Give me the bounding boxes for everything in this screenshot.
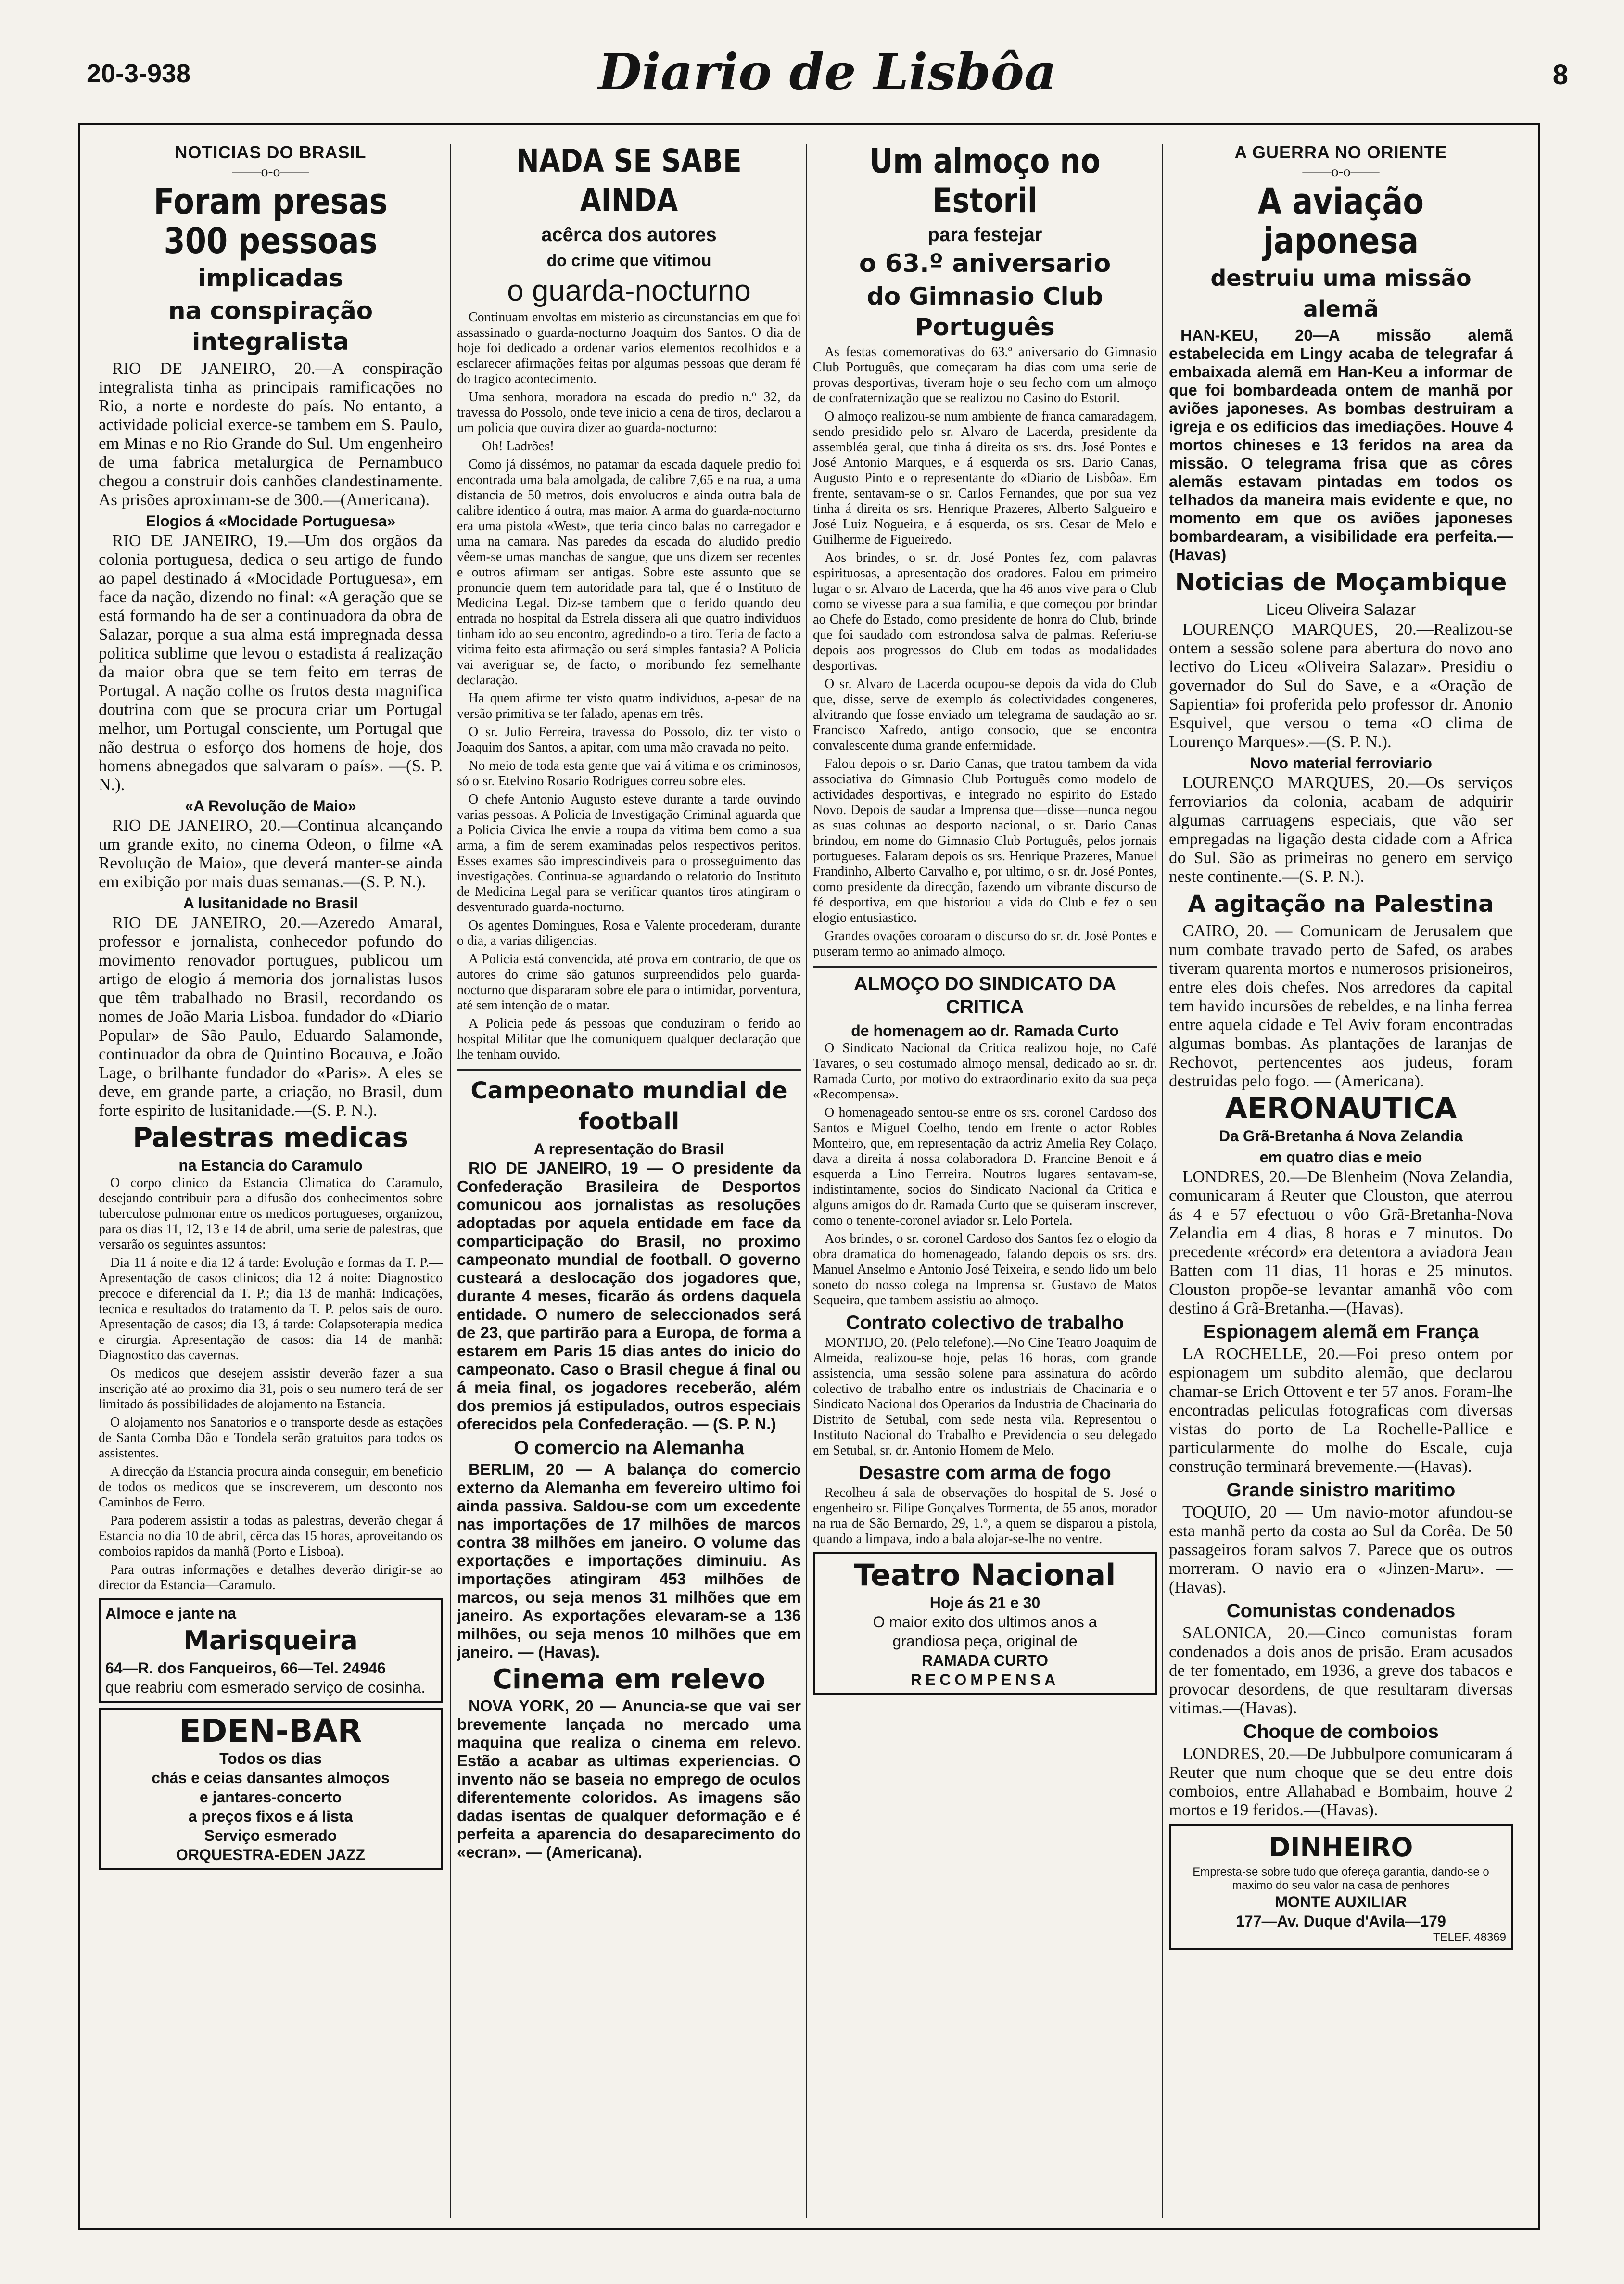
ad-line: grandiosa peça, original de: [892, 1633, 1078, 1650]
subheadline: A representação do Brasil: [533, 1140, 724, 1158]
ad-line: TELEF. 48369: [1433, 1931, 1506, 1944]
masthead: [87, 34, 1568, 106]
article-paragraph: LOURENÇO MARQUES, 20.—Os serviços ferroviarios da colonia, acabam de adquirir algumas carruagens especiais, que vão ser empregadas na ligação desta cidade com a Africa do Sul. São as primeiras no genero em serviço neste continente.—(S. P. N.).: [1169, 773, 1513, 886]
article-paragraph: Recolheu á sala de observações do hospital de S. José o engenheiro sr. Filipe Gonçalves Tormenta, de 55 anos, morador na rua de São Bernardo, 29, 1.º, a quem se disparou a pistola, quando a limpava, indo a bala alojar-se-lhe no ventre.: [813, 1485, 1157, 1546]
ad-line: Almoce e jante na: [105, 1605, 237, 1622]
subheadline: Da Grã-Bretanha á Nova Zelandia: [1219, 1127, 1463, 1145]
headline: Um almoço no Estoril: [869, 141, 1101, 220]
subheadline: «A Revolução de Maio»: [185, 797, 356, 815]
subheadline: em quatro dias e meio: [1259, 1148, 1422, 1166]
article-paragraph: Grandes ovações coroaram o discurso do sr. dr. José Pontes e puseram termo ao animado almoço.: [813, 929, 1157, 959]
column-4: [1169, 140, 1513, 2218]
headline: Campeonato mundial de football: [470, 1077, 787, 1135]
article-paragraph: No meio de toda esta gente que vai á vitima e os criminosos, só o sr. Etelvino Rosario Rodrigues correu sobre eles.: [457, 758, 801, 789]
article-paragraph: As festas comemorativas do 63.º aniversario do Gimnasio Club Português, que começaram ha dias com uma serie de provas desportivas, tiveram hoje o seu fecho com um almoço de confraternização que se realizou no Casino do Estoril.: [813, 345, 1157, 406]
ad-line: MONTE AUXILIAR: [1275, 1893, 1407, 1911]
headline: na conspiração integralista: [168, 297, 373, 356]
article-paragraph: O alojamento nos Sanatorios e o transporte desde as estações de Santa Comba Dão e Tondela serão gratuitos para todos os assistentes.: [99, 1415, 443, 1461]
subheadline: para festejar: [927, 224, 1042, 245]
subheadline: de homenagem ao dr. Ramada Curto: [851, 1022, 1119, 1039]
article-paragraph: LA ROCHELLE, 20.—Foi preso ontem por espionagem um subdito alemão, que declarou chamar-se Erich Ottovent e ter 57 anos. Foram-lhe encontradas peliculas fotograficas com diversas vistas do porto de La Rochelle-Pallice e particularmente do molhe do Escale, cuja construção terminará brevemente.—(Havas).: [1169, 1344, 1513, 1476]
column-2: [457, 140, 801, 2218]
article-paragraph: Os medicos que desejem assistir deverão fazer a sua inscrição até ao proximo dia 31, pois o seu numero terá de ser limitado ás possibilidades de alojamento na Estancia.: [99, 1366, 443, 1412]
section-title: A GUERRA NO ORIENTE: [1234, 142, 1447, 162]
article-paragraph: BERLIM, 20 — A balança do comercio externo da Alemanha em fevereiro ultimo foi ainda passiva. Saldou-se com um excedente nas importações de 17 milhões de marcos contra 38 milhões em janeiro. O volume das exportações e importações diminuiu. As importações atingiram 453 milhões de marcos, ou seja menos 31 milhões que em janeiro. As exportações elevaram-se a 136 milhões, ou seja menos 10 milhões que em janeiro. — (Havas).: [457, 1460, 801, 1661]
ad-line: 177—Av. Duque d'Avila—179: [1236, 1913, 1446, 1930]
ornament: ——o-o——: [1302, 164, 1380, 179]
issue-date: 20-3-938: [87, 59, 191, 88]
headline: A aviação japonesa: [1258, 181, 1424, 262]
article-paragraph: MONTIJO, 20. (Pelo telefone).—No Cine Teatro Joaquim de Almeida, realizou-se hoje, pelas 16 horas, com grande assistencia, uma sessão solene para assinatura do acôrdo colectivo de trabalho entre os industriais de Chacinaria e o Sindicato Nacional dos Operarios da Industria de Chacinaria do Distrito de Setubal, com sede nesta vila. Representou o Instituto Nacional do Trabalho e Previdencia o seu delegado em Setubal, sr. dr. Antonio Homem de Melo.: [813, 1335, 1157, 1458]
ornament: ——o-o——: [232, 164, 309, 179]
article-paragraph: A direcção da Estancia procura ainda conseguir, em beneficio de todos os medicos que se inscreverem, um desconto nos Caminhos de Ferro.: [99, 1464, 443, 1510]
article-paragraph: Uma senhora, moradora na escada do predio n.º 32, da travessa do Possolo, onde teve inicio a cena de tiros, declarou a um policia que ouvira dizer ao guarda-nocturno:: [457, 390, 801, 435]
subheadline: do Gimnasio Club Português: [866, 282, 1104, 341]
article-paragraph: A Policia está convencida, até prova em contrario, de que os autores do crime são gatunos surpreendidos pelo guarda-nocturno que dispararam sobre ele para o intimidar, porventura, até sem intenção de o matar.: [457, 952, 801, 1013]
headline: Desastre com arma de fogo: [859, 1462, 1111, 1483]
article-paragraph: NOVA YORK, 20 — Anuncia-se que vai ser brevemente lançada no mercado uma maquina que realiza o cinema em relevo. Estão a acabar as ultimas experiencias. O invento não se baseia no emprego de oculos diferentemente coloridos. As imagens são dadas isentas de qualquer deformação e é perfeita a aparencia do desaparecimento do «ecran». — (Americana).: [457, 1697, 801, 1861]
newspaper-title: Diario de Lisbôa: [598, 42, 1057, 102]
advertisement-eden-bar: [99, 1708, 443, 1870]
subheadline: acêrca dos autores: [541, 224, 717, 245]
divider: [813, 966, 1157, 968]
ad-line: que reabriu com esmerado serviço de cosinha.: [105, 1679, 426, 1696]
ad-title: Marisqueira: [183, 1625, 358, 1656]
headline: Contrato colectivo de trabalho: [846, 1312, 1124, 1333]
ad-title: DINHEIRO: [1269, 1832, 1413, 1863]
headline: destruiu uma missão alemã: [1210, 265, 1472, 322]
article-paragraph: CAIRO, 20. — Comunicam de Jerusalem que num combate travado perto de Safed, os arabes tiveram quarenta mortos e numerosos prisioneiros, entre eles dois chefes. Nos arredores da capital tem havido incursões de rebeldes, e na linha ferrea entre aquela cidade e Tel Aviv foram encontradas algumas bombas. As plantações de laranjas de Rechovot, pertencentes aos judeus, foram destruidas pelo fogo. — (Americana).: [1169, 921, 1513, 1090]
headline: Choque de comboios: [1243, 1721, 1439, 1742]
ad-title: Teatro Nacional: [854, 1557, 1116, 1593]
headline: AERONAUTICA: [1225, 1092, 1457, 1125]
article-paragraph: Aos brindes, o sr. dr. José Pontes fez, com palavras espirituosas, a apresentação dos oradores. Falou em primeiro lugar o sr. Alvaro de Lacerda, que ha 46 anos vive para o Club como se vivesse para a sua familia, e que começou por brindar ao Chefe do Estado, como presidente de honra do Club, brinde que foi saudado com estrondosa salva de palmas. Referiu-se depois aos progressos do Club em todas as modalidades desportivas.: [813, 550, 1157, 673]
article-paragraph: Para poderem assistir a todas as palestras, deverão chegar á Estancia no dia 10 de abril, cêrca das 15 horas, aproveitando os comboios rapidos da manhã (Porto e Lisboa).: [99, 1513, 443, 1559]
subheadline: na Estancia do Caramulo: [178, 1157, 363, 1174]
headline: O comercio na Alemanha: [514, 1437, 744, 1458]
article-paragraph: O sr. Alvaro de Lacerda ocupou-se depois da vida do Club que, disse, serve de exemplo ás colectividades congeneres, alvitrando que fosse enviado um telegrama de saudação ao sr. Francisco Xafredo, antigo consocio, que se encontra convalescente duma grande enfermidade.: [813, 676, 1157, 753]
ad-line: O maior exito dos ultimos anos a: [873, 1613, 1097, 1631]
subheadline: Elogios á «Mocidade Portuguesa»: [145, 512, 396, 530]
subheadline: A lusitanidade no Brasil: [183, 894, 358, 912]
article-paragraph: RIO DE JANEIRO, 20.—A conspiração integralista tinha as principais ramificações no Rio, a norte e nordeste do país. No entanto, a actividade policial exerce-se tambem em S. Paulo, em Minas e no Rio Grande do Sul. Um engenheiro de uma fabrica metalurgica de Pernambuco chegou a construir dois canhões clandestinamente. As prisões aproximam-se de 300.—(Americana).: [99, 359, 443, 509]
headline: NADA SE SABE AINDA: [516, 142, 742, 219]
column-3: [813, 140, 1157, 2218]
ad-line: e jantares-concerto: [199, 1788, 342, 1806]
article-paragraph: Continuam envoltas em misterio as circunstancias em que foi assassinado o guarda-nocturno Joaquim dos Santos. O dia de hoje foi dedicado a ordenar varios elementos recolhidos e a esclarecer afirmações feitas por algumas pessoas que deram fé do tragico acontecimento.: [457, 310, 801, 386]
article-paragraph: LONDRES, 20.—De Jubbulpore comunicaram á Reuter que num choque que se deu entre dois comboios, entre Allahabad e Bombaim, houve 2 mortos e 19 feridos.—(Havas).: [1169, 1744, 1513, 1819]
article-paragraph: A Policia pede ás pessoas que conduziram o ferido ao hospital Militar que lhe comuniquem qualquer declaração que lhe tenham ouvido.: [457, 1016, 801, 1062]
headline: Foram presas 300 pessoas: [153, 181, 388, 262]
ad-line: ORQUESTRA-EDEN JAZZ: [176, 1846, 365, 1863]
article-paragraph: Dia 11 á noite e dia 12 á tarde: Evolução e formas da T. P.—Apresentação de casos clinicos; dia 12 á noite: Diagnostico precoce e diferencial da T. P.; dia 13 de manhã: Indicações, tecnica e resultados do tratamento da T. P. pelos sais de ouro. Apresentação de casos; dia 13, á tarde: Colapsoterapia medica e cirurgia. Apresentação de casos: dia 14 de manhã: Diagnostico das cavernas.: [99, 1255, 443, 1363]
article-paragraph: O sr. Julio Ferreira, travessa do Possolo, diz ter visto o Joaquim dos Santos, a apitar, com uma mão cravada no peito.: [457, 725, 801, 755]
article-paragraph: O homenageado sentou-se entre os srs. coronel Cardoso dos Santos e Miguel Coelho, tendo em frente o actor Robles Monteiro, que, em representação da actriz Amelia Rey Colaço, dava a direita á nossa colaboradora D. Francine Benoit e á esquerda a Lino Ferreira. Noutros lugares sentavam-se, indistintamente, socios do Sindicato Nacional da Critica e alguns amigos do dr. Ramada Curto que se quiseram inscrever, como o tenente-coronel aviador sr. Lelo Portela.: [813, 1105, 1157, 1228]
article-paragraph: RIO DE JANEIRO, 19 — O presidente da Confederação Brasileira de Desportos comunicou aos jornalistas as resoluções adoptadas por aquela entidade em face da comparticipação do Brasil, no proximo campeonato mundial de football. O governo custeará a deslocação dos jogadores que, durante 4 meses, ficarão ás ordens daquela entidade. O numero de seleccionados será de 23, que partirão para a Europa, de forma a estarem em Paris 15 dias antes do inicio do campeonato. Caso o Brasil chegue á final ou á meia final, os jogadores receberão, além dos premios já estipulados, outros especiais oferecidos pela Confederação. — (S. P. N.): [457, 1159, 801, 1433]
article-paragraph: SALONICA, 20.—Cinco comunistas foram condenados a dois anos de prisão. Eram acusados de ter fomentado, em 1936, a greve dos tabacos e provocar desordens, de que resultaram diversas vitimas.—(Havas).: [1169, 1623, 1513, 1717]
subheadline: Liceu Oliveira Salazar: [1266, 601, 1416, 618]
advertisement-marisqueira: [99, 1598, 443, 1703]
ad-line: Todos os dias: [219, 1750, 322, 1767]
article-paragraph: Aos brindes, o sr. coronel Cardoso dos Santos fez o elogio da obra dramatica do homenageado, falando depois os srs. drs. Manuel Anselmo e Antonio José Teixeira, e sendo lido um belo soneto do nosso colega na Imprensa sr. Gustavo de Matos Sequeira, que tambem assistiu ao almoço.: [813, 1231, 1157, 1308]
article-paragraph: O corpo clinico da Estancia Climatica do Caramulo, desejando contribuir para a difusão dos conhecimentos sobre tuberculose pulmonar entre os medicos portugueses, organizou, para os dias 11, 12, 13 e 14 de abril, uma serie de palestras, que versarão os seguintes assuntos:: [99, 1175, 443, 1252]
article-paragraph: O chefe Antonio Augusto esteve durante a tarde ouvindo varias pessoas. A Policia de Investigação Criminal aguarda que a Policia Civica lhe envie a roupa da vitima bem como a sua arma, a fim de serem examinadas pelos respectivos peritos. Esses exames são imprescindiveis para o prosseguimento das investigações. Continua-se aguardando o relatorio do Instituto de Medicina Legal para se verificar quantos tiros atingiram o desventurado guarda-nocturno.: [457, 792, 801, 915]
column-1: [99, 140, 443, 2218]
ad-line: RECOMPENSA: [910, 1671, 1060, 1688]
article-paragraph: TOQUIO, 20 — Um navio-motor afundou-se esta manhã perto da costa ao Sul da Corêa. De 50 passageiros foram salvos 7. Parece que os outros morreram. O navio era o «Jinzen-Maru». — (Havas).: [1169, 1503, 1513, 1596]
article-paragraph: HAN-KEU, 20—A missão alemã estabelecida em Lingy acaba de telegrafar á embaixada alemã em Han-Keu a informar de que foi bombardeada ontem de manhã por aviões japoneses. As bombas destruiram a igreja e os edificios das imediações. Houve 4 mortos chineses e 13 feridos na area da missão. O telegrama frisa que as côres alemãs estavam pintadas em todos os telhados da maneira mais evidente e que, no momento em que os aviões japoneses bombardearam, a visibilidade era perfeita.—(Havas): [1169, 326, 1513, 563]
subheadline: do crime que vitimou: [546, 252, 711, 270]
article-paragraph: LONDRES, 20.—De Blenheim (Nova Zelandia, comunicaram á Reuter que Clouston, que aterrou ás 4 e 57 efectuou o vôo Grã-Bretanha-Nova Zelandia em 4 dias, 8 horas e 7 minutos. Do precedente «récord» era detentora a aviadora Jean Batten com 11 dias, 11 horas e 25 minutos. Clouston propõe-se levantar amanhã vôo com destino á Grã-Bretanha.—(Havas).: [1169, 1167, 1513, 1317]
ad-line: RAMADA CURTO: [921, 1652, 1049, 1669]
divider: [457, 1069, 801, 1071]
headline: A agitação na Palestina: [1188, 891, 1494, 918]
headline: Noticias de Moçambique: [1175, 568, 1507, 596]
ad-line: chás e ceias dansantes almoços: [152, 1769, 390, 1786]
article-paragraph: RIO DE JANEIRO, 20.—Continua alcançando um grande exito, no cinema Odeon, o filme «A Revolução de Maio», que deverá manter-se ainda em exibição por mais duas semanas.—(S. P. N.).: [99, 816, 443, 891]
ad-title: EDEN-BAR: [179, 1712, 362, 1749]
headline: Cinema em relevo: [492, 1664, 766, 1695]
article-paragraph: O Sindicato Nacional da Critica realizou hoje, no Café Tavares, o seu costumado almoço mensal, dedicado ao sr. dr. Ramada Curto, por motivo do extraordinario exito da sua peça «Recompensa».: [813, 1041, 1157, 1102]
article-paragraph: Os agentes Domingues, Rosa e Valente procederam, durante o dia, a varias diligencias.: [457, 918, 801, 948]
article-paragraph: —Oh! Ladrões!: [469, 439, 555, 454]
headline: Comunistas condenados: [1226, 1600, 1456, 1621]
column-rule: [1162, 144, 1163, 2218]
advertisement-teatro-nacional: [813, 1552, 1157, 1695]
subheadline: o 63.º aniversario: [859, 249, 1111, 278]
advertisement-dinheiro: [1169, 1824, 1513, 1950]
article-paragraph: LOURENÇO MARQUES, 20.—Realizou-se ontem a sessão solene para abertura do novo ano lectivo do Liceu «Oliveira Salazar». Presidiu o governador do Sul do Save, e a «Oração de Sapientia» foi proferida pelo professor dr. Anonio Esquivel, que versou o tema «O clima de Lourenço Marques».—(S. P. N.).: [1169, 620, 1513, 751]
article-paragraph: Ha quem afirme ter visto quatro individuos, a-pesar de na versão primitiva se ter falado, apenas em três.: [457, 691, 801, 721]
ad-line: 64—R. dos Fanqueiros, 66—Tel. 24946: [105, 1659, 386, 1677]
subheadline: Novo material ferroviario: [1250, 754, 1432, 772]
article-paragraph: Falou depois o sr. Dario Canas, que tratou tambem da vida associativa do Gimnasio Club Português como modelo de actividades desportivas, e integrado no espirito do Estado Novo. Depois de saudar a Imprensa que—disse—nunca negou as suas colunas ao desporto nacional, o sr. Dario Canas brindou, em nome do Gimnasio Club Português, pelos jornais portugueses. Falaram depois os srs. Henrique Prazeres, Manuel Frandinho, Alberto Carvalho e, por ultimo, o sr. dr. José Pontes, como presidente da direcção, fazendo um vibrante discurso de fé desportiva, em que historiou a vida do Club e fez o seu elogio entusiastico.: [813, 756, 1157, 925]
column-rule: [450, 144, 451, 2218]
ad-line: Serviço esmerado: [204, 1827, 337, 1844]
section-title: NOTICIAS DO BRASIL: [175, 142, 367, 162]
ad-line: a preços fixos e á lista: [188, 1808, 353, 1825]
headline: o guarda-nocturno: [507, 274, 751, 307]
page-number: 8: [1552, 59, 1568, 90]
article-paragraph: Como já dissémos, no patamar da escada daquele predio foi encontrada uma bala amolgada, de calibre 7,65 e na rua, a uma distancia de 50 metros, dois envolucros e ainda outra bala de calibre identico á outra, mas maior. A arma do guarda-nocturno era uma pistola «West», que teria cinco balas no carregador e uma na camara. Nas paredes da escada do aludido predio vêem-se umas manchas de sangue, que uns dizem ser recentes e outros afirmam ser antigas. Sobre este assunto que se pronuncie quem tem autoridade para tal, que é o Instituto de Medicina Legal. Diz-se tambem que o ferido quando deu entrada no hospital da Estrela dissera ali que quatro individuos tinham ido ao seu encontro, agredindo-o a tiro. Teria de facto a vitima feito esta afirmação ou será simples fantasia? A Policia vai averiguar se, de facto, o moribundo fez semelhante declaração.: [457, 457, 801, 688]
headline: ALMOÇO DO SINDICATO DA CRITICA: [853, 973, 1116, 1018]
article-paragraph: RIO DE JANEIRO, 19.—Um dos orgãos da colonia portuguesa, dedica o seu artigo de fundo ao papel destinado á «Mocidade Portuguesa», em face da nação, dizendo no final: «A geração que se está formando ha de ser a continuadora da obra de Salazar, porque a sua alma está impregnada dessa politica sublime que levou o estadista á realização da maior obra que se tem feito em terras de Portugal. A nação colhe os frutos desta magnifica doutrina com que se procura criar um Portugal melhor, um Portugal consciente, um Portugal que não destrua o esforço dos homens de hoje, dos homens abnegados que salvaram o país». —(S. P. N.).: [99, 531, 443, 794]
ad-line: Empresta-se sobre tudo que ofereça garantia, dando-se o maximo do seu valor na casa de penhores: [1193, 1865, 1489, 1892]
headline: implicadas: [198, 264, 343, 292]
headline: Palestras medicas: [133, 1122, 408, 1153]
article-paragraph: RIO DE JANEIRO, 20.—Azeredo Amaral, professor e jornalista, conhecedor pofundo do movimento renovador portugues, publicou um artigo de elogio á memoria dos jornalistas lusos que têm trabalhado no Brasil, recordando os nomes de João Maria Lisboa. fundador do «Diario Popular» de São Paulo, Eduardo Salamonde, continuador da obra de Quintino Bocauva, e João Lage, o brilhante fundador do «Paris». A eles se deve, em grande parte, a criação, no Brasil, dum forte espirito de lusitanidade.—(S. P. N.).: [99, 913, 443, 1120]
headline: Espionagem alemã em França: [1203, 1321, 1479, 1342]
article-paragraph: O almoço realizou-se num ambiente de franca camaradagem, sendo presidido pelo sr. Alvaro de Lacerda, presidente da assembléa geral, que tinha á direita os srs. drs. José Pontes e José Antonio Marques, e á esquerda os srs. Dario Canas, Augusto Pinto e o representante do «Diario de Lisbôa». Em frente, sentavam-se o sr. Carlos Fernandes, que por sua vez tinha á direita os srs. Henrique Prazeres, Alberto Salgueiro e José Luiz Nogueira, e á esquerda, os srs. Cesar de Melo e Guilherme de Figueiredo.: [813, 409, 1157, 547]
ad-line: Hoje ás 21 e 30: [929, 1594, 1040, 1611]
column-rule: [806, 144, 807, 2218]
headline: Grande sinistro maritimo: [1226, 1480, 1456, 1501]
article-paragraph: Para outras informações e detalhes deverão dirigir-se ao director da Estancia—Caramulo.: [99, 1562, 443, 1593]
